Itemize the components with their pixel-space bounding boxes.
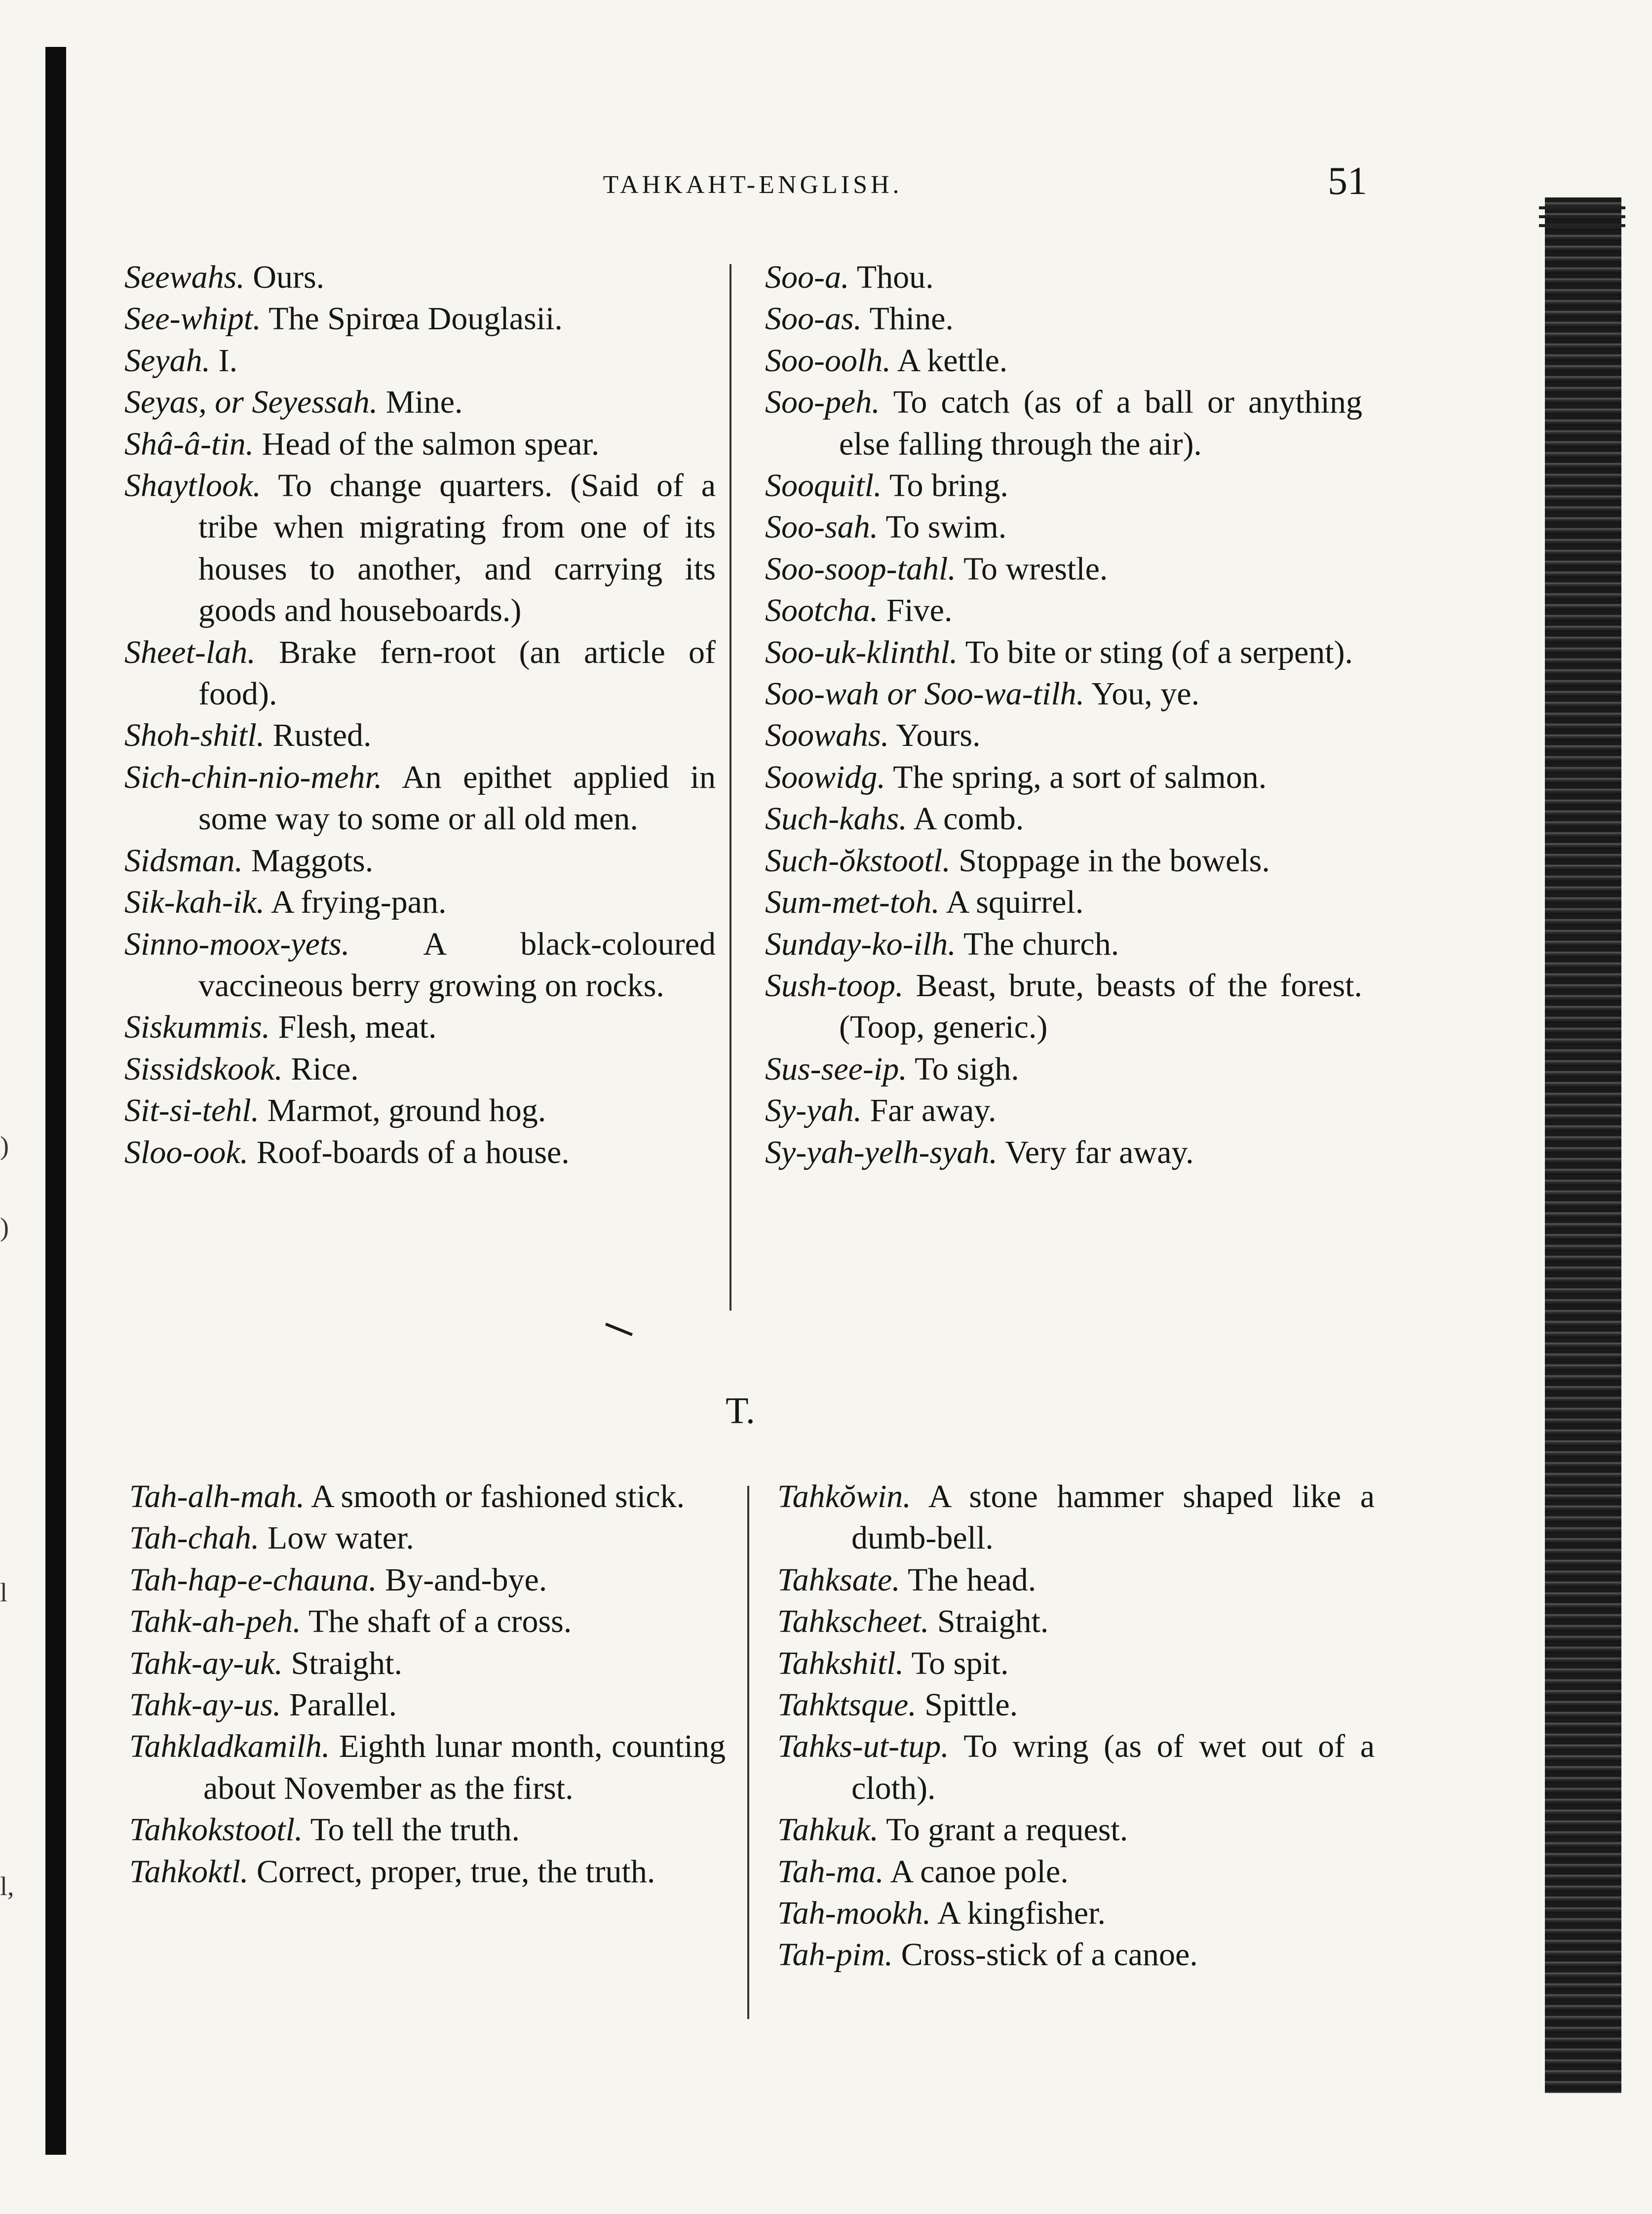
- dictionary-entry: [765, 298, 1362, 340]
- definition: Very far away.: [1005, 1134, 1194, 1170]
- headword: Shoh-shitl.: [124, 717, 265, 754]
- headword: Siskummis.: [124, 1009, 270, 1046]
- running-title: TAHKAHT-ENGLISH.: [603, 171, 903, 199]
- definition: Brake fern-root (an article of food).: [198, 634, 716, 712]
- dictionary-entry: [124, 1090, 716, 1131]
- dictionary-entry: [777, 1601, 1375, 1642]
- right-gutter-bleed: [1545, 197, 1621, 2093]
- headword: Tahks-ut-tup.: [777, 1728, 949, 1765]
- definition: To bite or sting (of a serpent).: [965, 634, 1353, 670]
- definition: Head of the salmon spear.: [262, 426, 600, 462]
- definition: Beast, brute, beasts of the forest. (Toop, generic.): [839, 967, 1363, 1046]
- definition: To wring (as of wet out of a cloth).: [851, 1728, 1375, 1806]
- definition: Thou.: [856, 259, 934, 295]
- dictionary-column-t-right: [777, 1476, 1375, 1976]
- dictionary-entry: [765, 632, 1362, 673]
- headword: Tah-pim.: [777, 1937, 893, 1973]
- dictionary-entry: [765, 257, 1362, 298]
- headword: Tahkokstootl.: [129, 1812, 303, 1848]
- headword: Tah-ma.: [777, 1853, 884, 1890]
- headword: Tah-chah.: [129, 1520, 260, 1556]
- dictionary-entry: [765, 1090, 1362, 1131]
- definition: A kettle.: [897, 342, 1008, 379]
- definition: Straight.: [937, 1603, 1049, 1640]
- left-binding-edge: [45, 47, 66, 2155]
- definition: Straight.: [291, 1645, 402, 1681]
- headword: Sus-see-ip.: [765, 1050, 907, 1087]
- definition: Rice.: [291, 1050, 359, 1087]
- definition: You, ye.: [1091, 676, 1200, 712]
- dictionary-entry: [765, 965, 1362, 1049]
- headword: Tahkŏwin.: [777, 1478, 911, 1515]
- dictionary-entry: [765, 715, 1362, 756]
- dictionary-entry: [765, 882, 1362, 923]
- dictionary-entry: [777, 1726, 1375, 1809]
- definition: Roof-boards of a house.: [256, 1134, 570, 1170]
- dictionary-entry: [129, 1517, 726, 1559]
- definition: By-and-bye.: [385, 1561, 547, 1598]
- definition: The Spirœa Douglasii.: [269, 301, 563, 337]
- margin-fragment: ): [0, 1131, 9, 1161]
- headword: Soo-peh.: [765, 384, 880, 421]
- headword: Tahk-ay-us.: [129, 1687, 281, 1723]
- dictionary-entry: [129, 1726, 726, 1809]
- definition: To change quarters. (Said of a tribe when migrating from one of its houses to another, and carrying its goods and houseboards.): [198, 467, 716, 629]
- headword: Tahk-ay-uk.: [129, 1645, 283, 1681]
- definition: Spittle.: [924, 1687, 1018, 1723]
- dictionary-entry: [777, 1476, 1375, 1559]
- headword: Sissidskook.: [124, 1050, 283, 1087]
- definition: Marmot, ground hog.: [267, 1092, 546, 1129]
- dictionary-entry: [777, 1684, 1375, 1726]
- dictionary-entry: [765, 340, 1362, 382]
- dictionary-entry: [124, 715, 716, 756]
- definition: A smooth or fashioned stick.: [310, 1478, 685, 1515]
- dictionary-entry: [129, 1684, 726, 1726]
- headword: Soo-sah.: [765, 509, 879, 545]
- definition: I.: [218, 342, 238, 379]
- definition: To wrestle.: [963, 550, 1108, 587]
- definition: Thine.: [869, 301, 954, 337]
- headword: Sinno-moox-yets.: [124, 926, 350, 962]
- definition: To spit.: [911, 1645, 1009, 1681]
- headword: Sidsman.: [124, 842, 243, 879]
- definition: The church.: [963, 926, 1119, 962]
- definition: To catch (as of a ball or anything else falling through the air).: [839, 384, 1362, 462]
- definition: A stone hammer shaped like a dumb-bell.: [851, 1478, 1375, 1556]
- definition: Five.: [886, 592, 953, 629]
- headword: Soo-wah or Soo-wa-tilh.: [765, 676, 1085, 712]
- definition: A black-coloured vaccineous berry growing on rocks.: [198, 926, 716, 1004]
- definition: An epithet applied in some way to some or all old men.: [198, 759, 716, 837]
- headword: Soo-as.: [765, 301, 862, 337]
- ink-mark: [605, 1322, 633, 1336]
- dictionary-entry: [124, 298, 716, 340]
- definition: Rusted.: [272, 717, 372, 754]
- definition: Eighth lunar month, counting about November as the first.: [203, 1728, 726, 1806]
- dictionary-entry: [777, 1559, 1375, 1601]
- headword: Sich-chin-nio-mehr.: [124, 759, 383, 795]
- definition: To swim.: [885, 509, 1007, 545]
- definition: Maggots.: [251, 842, 374, 879]
- dictionary-column-s-right: [765, 257, 1362, 1173]
- dictionary-column-t-left: [129, 1476, 726, 1893]
- dictionary-entry: [765, 1132, 1362, 1173]
- dictionary-entry: [129, 1643, 726, 1684]
- dictionary-entry: [777, 1893, 1375, 1934]
- definition: Mine.: [385, 384, 463, 421]
- dictionary-entry: [124, 382, 716, 423]
- dictionary-entry: [124, 882, 716, 923]
- headword: See-whipt.: [124, 301, 261, 337]
- section-heading: T.: [726, 1390, 755, 1432]
- headword: Shaytlook.: [124, 467, 261, 504]
- definition: Ours.: [253, 259, 325, 295]
- column-rule: [747, 1486, 749, 2019]
- headword: Soo-soop-tahl.: [765, 550, 956, 587]
- dictionary-entry: [765, 1049, 1362, 1090]
- definition: A comb.: [913, 801, 1024, 837]
- dictionary-entry: [777, 1809, 1375, 1851]
- definition: Far away.: [870, 1092, 997, 1129]
- dictionary-entry: [765, 465, 1362, 506]
- dictionary-entry: [765, 798, 1362, 840]
- headword: Soo-a.: [765, 259, 849, 295]
- headword: Soo-oolh.: [765, 342, 891, 379]
- dictionary-entry: [765, 506, 1362, 548]
- margin-fragment: l,: [0, 1871, 14, 1901]
- definition: A frying-pan.: [270, 884, 447, 921]
- dictionary-entry: [124, 257, 716, 298]
- dictionary-entry: [777, 1643, 1375, 1684]
- dictionary-entry: [129, 1851, 726, 1893]
- headword: Tahkoktl.: [129, 1853, 249, 1890]
- definition: The head.: [908, 1561, 1037, 1598]
- dictionary-entry: [765, 590, 1362, 631]
- definition: A canoe pole.: [890, 1853, 1069, 1890]
- definition: A kingfisher.: [937, 1895, 1106, 1932]
- definition: The spring, a sort of salmon.: [893, 759, 1267, 795]
- headword: Sunday-ko-ilh.: [765, 926, 956, 962]
- dictionary-entry: [129, 1559, 726, 1601]
- headword: Tah-mookh.: [777, 1895, 931, 1932]
- headword: Tahktsque.: [777, 1687, 917, 1723]
- dictionary-entry: [765, 757, 1362, 798]
- dictionary-entry: [124, 340, 716, 382]
- headword: Shâ-â-tin.: [124, 426, 254, 462]
- definition: To tell the truth.: [310, 1812, 520, 1848]
- headword: Such-kahs.: [765, 801, 907, 837]
- headword: Sit-si-tehl.: [124, 1092, 260, 1129]
- dictionary-entry: [124, 1132, 716, 1173]
- gutter-rule: [1539, 206, 1625, 209]
- headword: Tah-hap-e-chauna.: [129, 1561, 377, 1598]
- headword: Tahkscheet.: [777, 1603, 929, 1640]
- headword: Sy-yah.: [765, 1092, 862, 1129]
- headword: Such-ŏkstootl.: [765, 842, 951, 879]
- dictionary-entry: [124, 1007, 716, 1048]
- definition: Cross-stick of a canoe.: [901, 1937, 1198, 1973]
- definition: To sigh.: [915, 1050, 1019, 1087]
- headword: Seewahs.: [124, 259, 245, 295]
- dictionary-entry: [124, 840, 716, 882]
- margin-fragment: ): [0, 1212, 9, 1242]
- headword: Sloo-ook.: [124, 1134, 249, 1170]
- dictionary-entry: [765, 548, 1362, 590]
- definition: Flesh, meat.: [278, 1009, 437, 1046]
- dictionary-entry: [765, 382, 1362, 465]
- dictionary-entry: [777, 1851, 1375, 1893]
- dictionary-entry: [124, 757, 716, 840]
- definition: Correct, proper, true, the truth.: [256, 1853, 655, 1890]
- gutter-rule: [1539, 215, 1625, 218]
- headword: Sooquitl.: [765, 467, 882, 504]
- definition: A squirrel.: [946, 884, 1084, 921]
- headword: Soowidg.: [765, 759, 885, 795]
- column-rule: [730, 264, 731, 1311]
- headword: Sy-yah-yelh-syah.: [765, 1134, 998, 1170]
- headword: Seyas, or Seyessah.: [124, 384, 378, 421]
- headword: Soowahs.: [765, 717, 889, 754]
- dictionary-entry: [124, 924, 716, 1007]
- definition: To bring.: [889, 467, 1008, 504]
- headword: Tahkladkamilh.: [129, 1728, 330, 1765]
- dictionary-entry: [765, 840, 1362, 882]
- headword: Tahkshitl.: [777, 1645, 904, 1681]
- dictionary-entry: [129, 1476, 726, 1517]
- definition: Low water.: [267, 1520, 414, 1556]
- headword: Seyah.: [124, 342, 211, 379]
- dictionary-entry: [765, 924, 1362, 965]
- definition: The shaft of a cross.: [308, 1603, 572, 1640]
- headword: Soo-uk-klinthl.: [765, 634, 958, 670]
- definition: Parallel.: [289, 1687, 397, 1723]
- margin-fragment: l: [0, 1578, 8, 1607]
- definition: Yours.: [896, 717, 981, 754]
- headword: Tahk-ah-peh.: [129, 1603, 301, 1640]
- dictionary-entry: [129, 1809, 726, 1851]
- headword: Sheet-lah.: [124, 634, 256, 670]
- dictionary-entry: [777, 1934, 1375, 1976]
- page-number: 51: [1328, 159, 1367, 203]
- headword: Sootcha.: [765, 592, 879, 629]
- headword: Tahkuk.: [777, 1812, 879, 1848]
- dictionary-entry: [124, 424, 716, 465]
- headword: Sum-met-toh.: [765, 884, 940, 921]
- dictionary-entry: [124, 465, 716, 632]
- definition: Stoppage in the bowels.: [959, 842, 1270, 879]
- headword: Sush-toop.: [765, 967, 904, 1004]
- headword: Tah-alh-mah.: [129, 1478, 305, 1515]
- gutter-rule: [1539, 224, 1625, 227]
- dictionary-entry: [124, 632, 716, 715]
- headword: Sik-kah-ik.: [124, 884, 265, 921]
- definition: To grant a request.: [886, 1812, 1128, 1848]
- headword: Tahksate.: [777, 1561, 900, 1598]
- dictionary-entry: [124, 1049, 716, 1090]
- dictionary-entry: [765, 673, 1362, 715]
- dictionary-column-s-left: [124, 257, 716, 1173]
- dictionary-entry: [129, 1601, 726, 1642]
